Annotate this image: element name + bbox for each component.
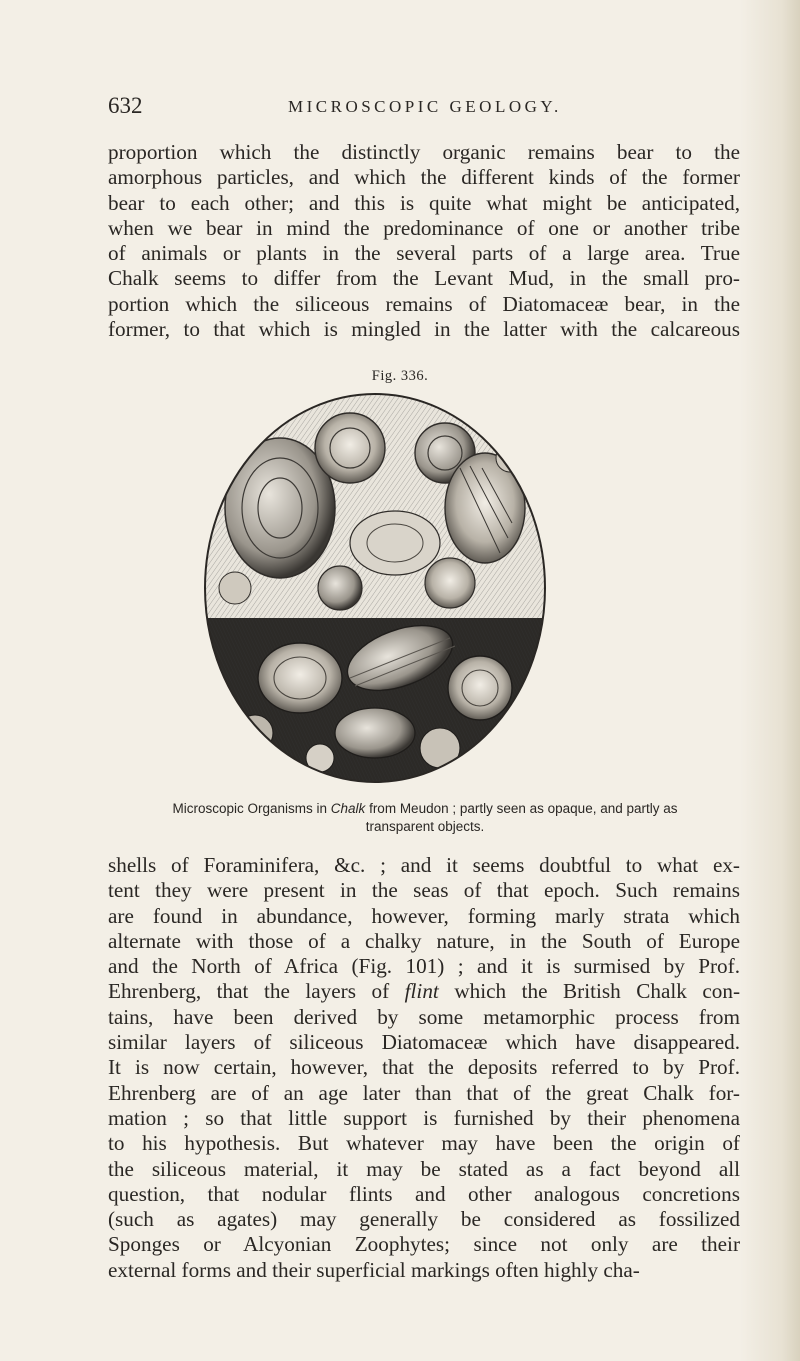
caption-line-2: transparent objects. — [365, 819, 485, 834]
running-title: MICROSCOPIC GEOLOGY. — [288, 97, 562, 116]
text-line: shells of Foraminifera, &c. ; and it seems doubtful to what ex- — [108, 853, 740, 877]
text-line: similar layers of siliceous Diatomaceæ which have disappeared. — [108, 1030, 740, 1055]
microscopic-organisms-engraving — [200, 388, 550, 788]
text-line: when we bear in mind the predominance of one or another tribe — [108, 215, 740, 240]
italic-term: flint — [404, 979, 439, 1004]
paragraph-1 — [108, 140, 740, 342]
figure-caption — [130, 800, 720, 836]
text-line: Chalk seems to differ from the Levant Mud, in the small pro- — [108, 266, 740, 291]
paragraph-2 — [108, 853, 740, 1283]
caption-text: Microscopic Organisms in — [172, 801, 331, 816]
text-line: tent they were present in the seas of that epoch. Such remains — [108, 878, 740, 903]
text-line: to his hypothesis. But whatever may have been the origin of — [108, 1131, 740, 1156]
text-line: question, that nodular flints and other analogous concretions — [108, 1181, 740, 1206]
text-line: (such as agates) may generally be considered as fossilized — [108, 1207, 740, 1232]
text-line: bear to each other; and this is quite what might be anticipated, — [108, 190, 740, 215]
text-line — [108, 979, 740, 1004]
figure-illustration — [200, 388, 550, 788]
text-segment: Ehrenberg, that the layers of — [108, 979, 405, 1004]
page-header — [108, 93, 748, 123]
page-edge-shadow — [740, 0, 800, 1361]
text-segment: which the British Chalk con- — [438, 979, 741, 1004]
text-line: of animals or plants in the several parts of a large area. True — [108, 241, 740, 266]
text-line: It is now certain, however, that the deposits referred to by Prof. — [108, 1055, 740, 1080]
text-line: tains, have been derived by some metamorphic process from — [108, 1004, 740, 1029]
text-line: former, to that which is mingled in the latter with the calcareous — [108, 317, 740, 342]
text-line: are found in abundance, however, forming marly strata which — [108, 903, 740, 928]
figure-label: Fig. 336. — [371, 368, 429, 384]
text-line: external forms and their superficial markings often highly cha- — [108, 1257, 640, 1282]
caption-text: from Meudon ; partly seen as opaque, and partly as — [365, 801, 678, 816]
text-line: proportion which the distinctly organic remains bear to the — [108, 140, 740, 164]
text-line: mation ; so that little support is furnished by their phenomena — [108, 1105, 740, 1130]
text-line: the siliceous material, it may be stated as a fact beyond all — [108, 1156, 740, 1181]
caption-italic: Chalk — [330, 801, 366, 816]
text-line: and the North of Africa (Fig. 101) ; and it is surmised by Prof. — [108, 954, 740, 979]
text-line: portion which the siliceous remains of Diatomaceæ bear, in the — [108, 291, 740, 316]
text-line: Sponges or Alcyonian Zoophytes; since not only are their — [108, 1232, 740, 1257]
text-line: amorphous particles, and which the different kinds of the former — [108, 165, 740, 190]
text-line: alternate with those of a chalky nature, in the South of Europe — [108, 928, 740, 953]
text-line: Ehrenberg are of an age later than that of the great Chalk for- — [108, 1080, 740, 1105]
page-number: 632 — [108, 93, 143, 118]
